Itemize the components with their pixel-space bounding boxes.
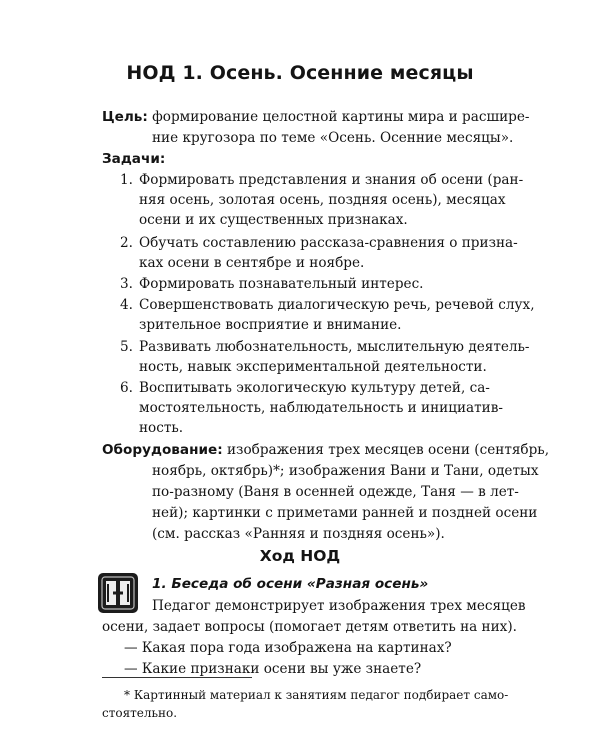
goal-text-1: формирование целостной картины мира и расшире-: [152, 109, 530, 125]
course-paragraph-2: осени, задает вопросы (помогает детям ответить на них).: [102, 619, 517, 635]
task-number: 6.: [120, 380, 133, 396]
goal-label: Цель:: [102, 109, 148, 125]
question-1: — Какая пора года изображена на картинах?: [124, 640, 452, 656]
goal-line-1: [102, 107, 530, 127]
equipment-text-1: изображения трех месяцев осени (сентябрь,: [226, 442, 550, 458]
task-number: 5.: [120, 339, 133, 355]
task-4-line-1: Совершенствовать диалогическую речь, речевой слух,: [139, 297, 535, 313]
task-6-line-3: ность.: [139, 420, 184, 436]
footnote-divider: [102, 677, 252, 678]
equipment-label: Оборудование:: [102, 442, 223, 458]
task-number: 2.: [120, 235, 133, 251]
task-number: 1.: [120, 172, 133, 188]
task-1-line-3: осени и их существенных признаках.: [139, 212, 408, 228]
course-paragraph-1: Педагог демонстрирует изображения трех месяцев: [152, 598, 526, 614]
task-2-line-1: Обучать составлению рассказа-сравнения о призна-: [139, 235, 518, 251]
question-2: — Какие признаки осени вы уже знаете?: [124, 661, 422, 677]
page-title: НОД 1. Осень. Осенние месяцы: [126, 62, 474, 84]
equipment-line-1: [102, 440, 549, 460]
footnote-line-2: стоятельно.: [102, 706, 178, 720]
task-3-line-1: Формировать познавательный интерес.: [139, 276, 424, 292]
section-title: Ход НОД: [259, 547, 341, 565]
goal-text-2: ние кругозора по теме «Осень. Осенние месяцы».: [152, 130, 514, 146]
equipment-text-2: ноябрь, октябрь)*; изображения Вани и Тани, одетых: [152, 463, 539, 479]
task-5-line-1: Развивать любознательность, мыслительную деятель-: [139, 339, 530, 355]
equipment-text-4: ней); картинки с приметами ранней и поздней осени: [152, 505, 538, 521]
stage-marker-icon: [97, 572, 139, 614]
task-1-line-2: няя осень, золотая осень, поздняя осень), месяцах: [139, 192, 506, 208]
task-4-line-2: зрительное восприятие и внимание.: [139, 317, 402, 333]
task-5-line-2: ность, навык экспериментальной деятельности.: [139, 359, 487, 375]
footnote-line-1: * Картинный материал к занятиям педагог подбирает само-: [124, 688, 509, 702]
task-6-line-1: Воспитывать экологическую культуру детей, са-: [139, 380, 490, 396]
task-6-line-2: мостоятельность, наблюдательность и инициатив-: [139, 400, 503, 416]
equipment-text-3: по-разному (Ваня в осенней одежде, Таня — в лет-: [152, 484, 519, 500]
stage-title: 1. Беседа об осени «Разная осень»: [152, 576, 429, 592]
equipment-text-5: (см. рассказ «Ранняя и поздняя осень»).: [152, 526, 445, 542]
tasks-label: Задачи:: [102, 151, 166, 167]
task-2-line-2: ках осени в сентябре и ноябре.: [139, 255, 365, 271]
task-number: 4.: [120, 297, 133, 313]
task-1-line-1: Формировать представления и знания об осени (ран-: [139, 172, 524, 188]
task-number: 3.: [120, 276, 133, 292]
